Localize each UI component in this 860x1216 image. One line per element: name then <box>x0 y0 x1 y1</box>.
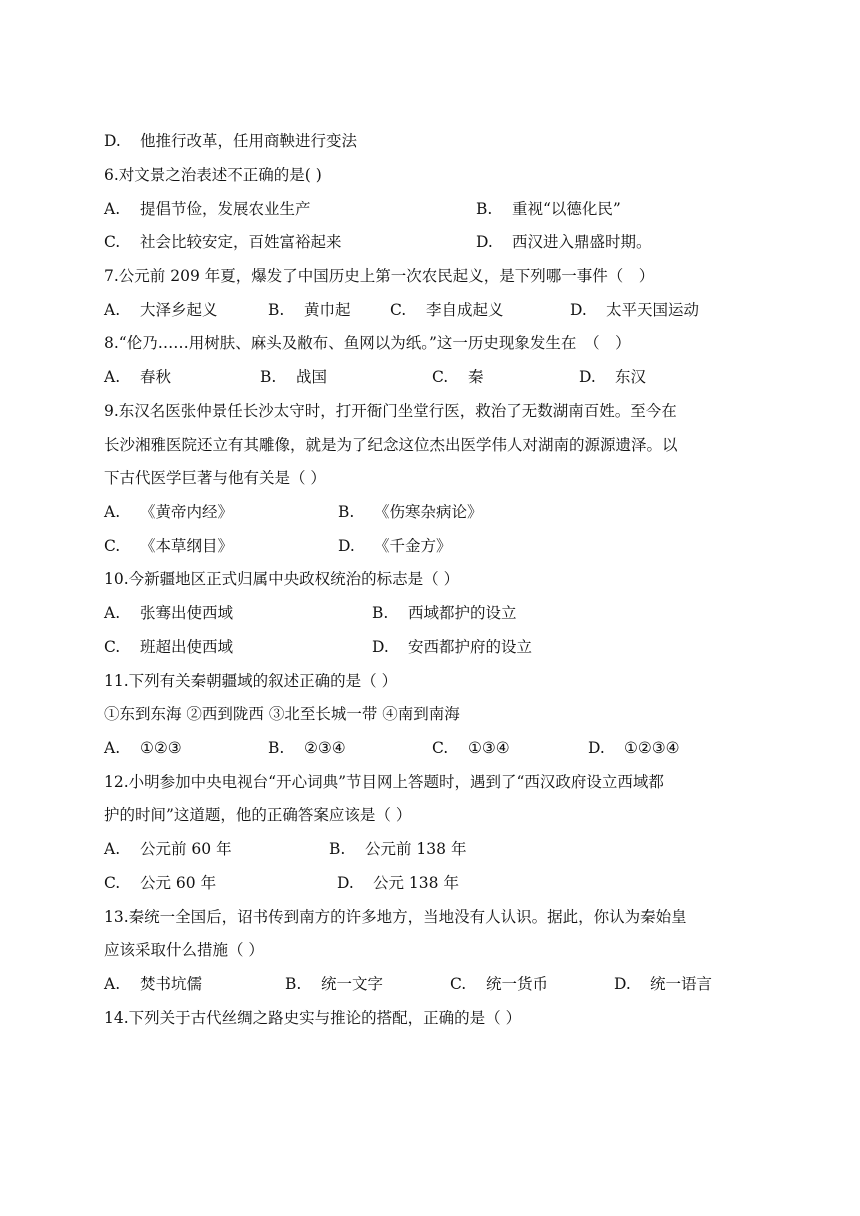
option-b: B. 西域都护的设立 <box>372 604 517 622</box>
option-a: A. ①②③ <box>104 739 182 757</box>
option-a: A. 焚书坑儒 <box>104 975 203 993</box>
question-9-options-row <box>104 533 820 559</box>
option-d: D. 西汉进入鼎盛时期。 <box>476 233 652 251</box>
question-6-options-row <box>104 196 820 222</box>
option-b: B. 《伤寒杂病论》 <box>338 503 483 521</box>
question-11-options-row <box>104 735 820 761</box>
option-b: B. 统一文字 <box>285 975 384 993</box>
option-c: C. 秦 <box>432 368 484 386</box>
question-12-options-row <box>104 836 820 862</box>
question-12-stem-line: 12.小明参加中央电视台“开心词典”节目网上答题时，遇到了“西汉政府设立西域都 <box>104 773 664 791</box>
question-10-options-row <box>104 634 820 660</box>
option-a: A. 大泽乡起义 <box>104 301 218 319</box>
question-12-options-row <box>104 870 820 896</box>
option-d: D. 《千金方》 <box>338 537 452 555</box>
question-11-stem: 11.下列有关秦朝疆域的叙述正确的是（ ） <box>104 672 398 690</box>
question-9-stem-line: 下古代医学巨著与他有关是（ ） <box>104 469 326 487</box>
question-8-stem: 8.“伦乃……用树肤、麻头及敝布、鱼网以为纸。”这一历史现象发生在 （ ） <box>104 334 631 352</box>
option-c: C. 《本草纲目》 <box>104 537 234 555</box>
option-d: D. 安西都护府的设立 <box>372 638 533 656</box>
question-13-options-row <box>104 971 820 997</box>
option-a: A. 提倡节俭，发展农业生产 <box>104 200 311 218</box>
option-a: A. 张骞出使西域 <box>104 604 234 622</box>
option-d: D. 东汉 <box>579 368 647 386</box>
option-d: D. 公元 138 年 <box>337 874 459 892</box>
option-d: D. 统一语言 <box>614 975 713 993</box>
option-c: C. ①③④ <box>432 739 510 757</box>
option-label: D. <box>104 132 121 150</box>
question-9-stem-line: 9.东汉名医张仲景任长沙太守时，打开衙门坐堂行医，救治了无数湖南百姓。至今在 <box>104 402 677 420</box>
option-c: C. 李自成起义 <box>390 301 504 319</box>
question-9-stem-line: 长沙湘雅医院还立有其雕像，就是为了纪念这位杰出医学伟人对湖南的源源遗泽。以 <box>104 436 678 454</box>
option-d: D. 太平天国运动 <box>570 301 700 319</box>
question-11-statements: ①东到东海 ②西到陇西 ③北至长城一带 ④南到南海 <box>104 705 460 723</box>
option-c: C. 社会比较安定，百姓富裕起来 <box>104 233 342 251</box>
question-10-stem: 10.今新疆地区正式归属中央政权统治的标志是（ ） <box>104 570 460 588</box>
option-b: B. ②③④ <box>268 739 346 757</box>
option-b: B. 重视“以德化民” <box>476 200 621 218</box>
option-b: B. 公元前 138 年 <box>329 840 467 858</box>
option-a: A. 《黄帝内经》 <box>104 503 234 521</box>
option-c: C. 公元 60 年 <box>104 874 217 892</box>
option-d: D. ①②③④ <box>588 739 680 757</box>
question-6-stem: 6.对文景之治表述不正确的是( ) <box>104 166 322 184</box>
option-text: 他推行改革，任用商鞅进行变法 <box>140 132 358 150</box>
question-10-options-row <box>104 600 820 626</box>
question-14-stem: 14.下列关于古代丝绸之路史实与推论的搭配，正确的是（ ） <box>104 1009 522 1027</box>
option-a: A. 春秋 <box>104 368 172 386</box>
question-6-options-row <box>104 229 820 255</box>
question-13-stem-line: 13.秦统一全国后，诏书传到南方的许多地方，当地没有人认识。据此，你认为秦始皇 <box>104 908 687 926</box>
question-7-options-row <box>104 297 820 323</box>
option-c: C. 统一货币 <box>450 975 549 993</box>
option-b: B. 战国 <box>260 368 328 386</box>
question-12-stem-line: 护的时间”这道题，他的正确答案应该是（ ） <box>104 806 412 824</box>
question-8-options-row <box>104 364 820 390</box>
question-13-stem-line: 应该采取什么措施（ ） <box>104 941 264 959</box>
question-9-options-row <box>104 499 820 525</box>
option-c: C. 班超出使西域 <box>104 638 234 656</box>
option-a: A. 公元前 60 年 <box>104 840 232 858</box>
question-7-stem: 7.公元前 209 年夏，爆发了中国历史上第一次农民起义，是下列哪一事件（ ） <box>104 267 655 285</box>
carryover-option-d <box>104 128 357 154</box>
option-b: B. 黄巾起 <box>268 301 351 319</box>
